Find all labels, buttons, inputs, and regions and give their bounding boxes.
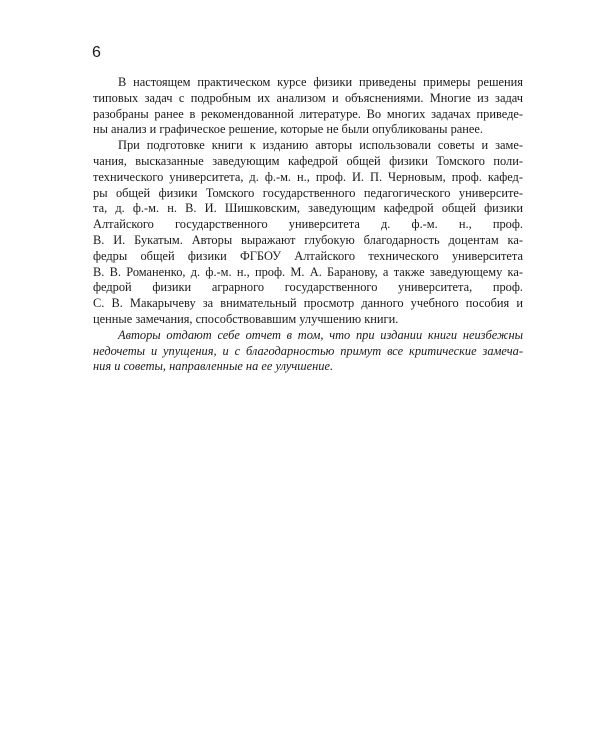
text-line: технического университета, д. ф.-м. н., проф. И. П. Черновым, проф. кафед- [93,169,523,184]
text-line: Авторы отдают себе отчет в том, что при издании книги неизбежны [118,327,523,342]
text-line: чания, высказанные заведующим кафедрой общей физики Томского поли- [93,153,523,168]
paragraph-3 [93,328,523,375]
text-line: разобраны ранее в рекомендованной литературе. Во многих задачах приведе- [93,106,523,121]
text-line: В настоящем практическом курсе физики приведены примеры решения [118,75,523,89]
text-line: ния и советы, направленные на ее улучшение. [93,359,334,374]
text-line: Алтайского государственного университета д. ф.-м. н., проф. [93,217,523,232]
text-line: та, д. ф.-м. н. В. И. Шишковским, заведующим кафедрой общей физики [93,201,523,216]
text-line: федрой физики аграрного государственного университета, проф. [93,280,523,295]
text-line: В. В. Романенко, д. ф.-м. н., проф. М. А. Баранову, а также заведующему ка- [93,264,523,279]
text-line: ценные замечания, способствовавшим улучшению книги. [93,311,399,326]
text-line: недочеты и упущения, и с благодарностью примут все критические замеча- [93,343,523,358]
paragraph-2 [93,138,523,328]
text-line: федры общей физики ФГБОУ Алтайского технического университета [93,248,523,263]
paragraph-1 [93,75,523,138]
text-line: При подготовке книги к изданию авторы использовали советы и заме- [118,138,523,153]
text-line: С. В. Макарычеву за внимательный просмотр данного учебного пособия и [93,296,523,311]
text-line: ны анализ и графическое решение, которые не были опубликованы ранее. [93,122,484,137]
text-line: ры общей физики Томского государственного педагогического университе- [93,185,523,200]
page-number: 6 [92,44,101,61]
text-line: типовых задач с подробным их анализом и объяснениями. Многие из задач [93,90,523,105]
text-line: В. И. Букатым. Авторы выражают глубокую благодарность доцентам ка- [93,232,523,247]
body-text [93,75,523,375]
